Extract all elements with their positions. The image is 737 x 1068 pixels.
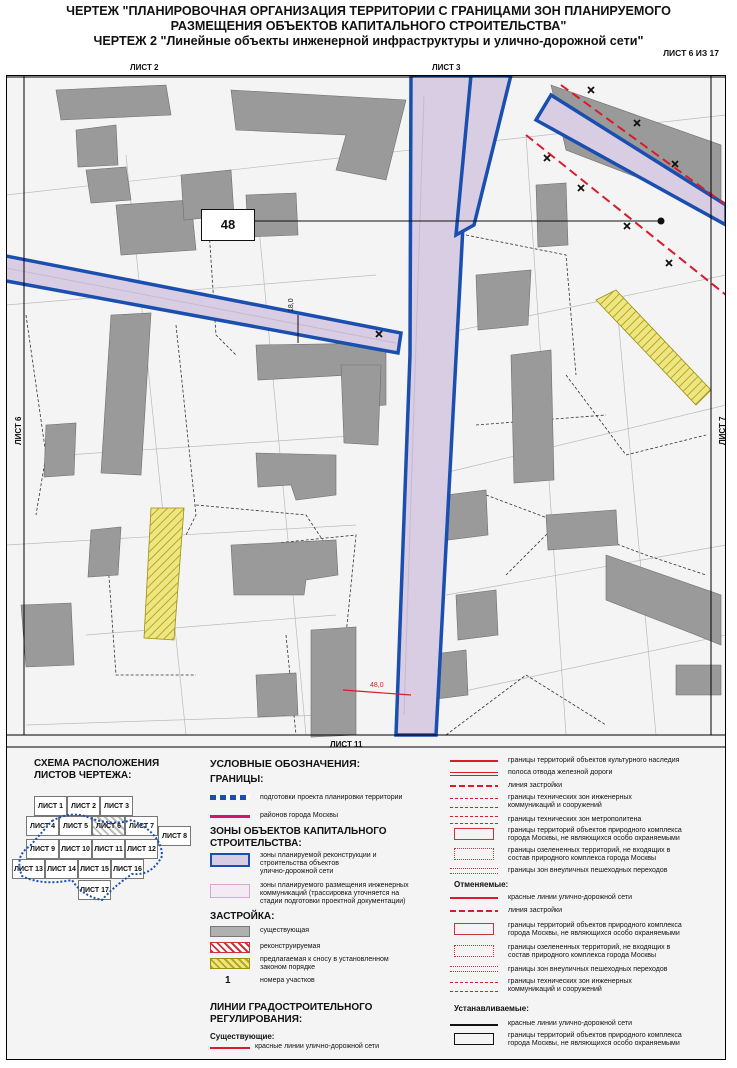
swatch-tech-metro (450, 816, 498, 824)
swatch-building-line (450, 785, 498, 787)
sheet-label-top-right[interactable]: ЛИСТ 3 (432, 63, 461, 72)
legend-pedestrian: границы зон внеуличных пешеходных переходов (508, 867, 668, 874)
legend-build-demolish (260, 956, 389, 972)
legend-build-title: ЗАСТРОЙКА: (210, 911, 275, 922)
legend-zones-title (210, 826, 387, 850)
legend-cancel-red: красные линии улично-дорожной сети (508, 894, 633, 901)
legend-zone-engineering (260, 882, 409, 907)
swatch-road-zone (210, 853, 250, 867)
drawing-title (0, 4, 737, 49)
title-line-3: ЧЕРТЕЖ 2 "Линейные объекты инженерной инфраструктуры и улично-дорожной сети" (93, 34, 644, 48)
scheme-cell[interactable]: ЛИСТ 7 (125, 816, 158, 836)
legend-set-natural-2: города Москвы, не являющихся особо охраняемыми (508, 1040, 680, 1048)
legend-zone-eng-3: стадии подготовки проектной документации) (260, 898, 406, 906)
swatch-pedestrian (450, 868, 498, 874)
legend-build-reconstructed: реконструируемая (260, 943, 321, 950)
sheet-label-bottom[interactable]: ЛИСТ 11 (330, 740, 363, 749)
swatch-set-natural (454, 1033, 494, 1045)
swatch-district-border (210, 815, 250, 818)
legend-build-demolish-1: предлагаемая к сносу в установленном (260, 956, 389, 963)
scheme-cell[interactable]: ЛИСТ 16 (111, 859, 144, 879)
legend-existing-title: Существующие: (210, 1032, 275, 1041)
legend-cancel-natural-1: границы территорий объектов природного комплекса (508, 922, 682, 929)
legend-cancel-natural (508, 922, 682, 938)
legend-zone-eng-2: коммуникаций (трассировка уточняется на (260, 890, 400, 898)
legend-plot-number: номера участков (260, 977, 315, 984)
scheme-cell[interactable]: ЛИСТ 5 (59, 816, 92, 836)
swatch-heritage (450, 760, 498, 762)
scheme-title (34, 758, 159, 782)
legend-cancel-title: Отменяемые: (454, 880, 509, 889)
swatch-demolish-building (210, 958, 250, 969)
sheet-label-top-left[interactable]: ЛИСТ 2 (130, 63, 159, 72)
scheme-cell[interactable]: ЛИСТ 17 (78, 880, 111, 900)
legend-zone-roads-3: улично-дорожной сети (260, 868, 334, 876)
legend-cancel-green-2: состав природного комплекса города Москвы (508, 952, 657, 960)
legend-lines-title (210, 1002, 372, 1026)
legend-tech-eng-1: границы технических зон инженерных (508, 794, 632, 801)
legend-tech-eng-2: коммуникаций и сооружений (508, 802, 602, 810)
scheme-title-line-2: ЛИСТОВ ЧЕРТЕЖА: (34, 770, 132, 781)
scheme-boundary (12, 796, 192, 906)
scheme-cell[interactable]: ЛИСТ 4 (26, 816, 59, 836)
scheme-cell[interactable]: ЛИСТ 1 (34, 796, 67, 816)
swatch-reconstructed-building (210, 942, 250, 953)
swatch-existing-building (210, 926, 250, 937)
legend-lines-title-1: ЛИНИИ ГРАДОСТРОИТЕЛЬНОГО (210, 1002, 373, 1013)
legend-natural-2: города Москвы, не являющихся особо охраняемыми (508, 835, 680, 843)
dimension-label-48: 48,0 (370, 682, 384, 689)
scheme-title-line-1: СХЕМА РАСПОЛОЖЕНИЯ (34, 758, 160, 769)
sheet-scheme-grid (12, 796, 192, 946)
scheme-cell[interactable]: ЛИСТ 8 (158, 826, 191, 846)
legend-zone-roads-1: зоны планируемой реконструкции и (260, 852, 377, 859)
swatch-cancel-building (450, 910, 498, 912)
legend-zones-title-2: СТРОИТЕЛЬСТВА: (210, 838, 302, 849)
legend-lines-title-2: РЕГУЛИРОВАНИЯ: (210, 1014, 303, 1025)
legend-building-line: линия застройки (508, 782, 562, 789)
legend-right-column (450, 756, 730, 1056)
swatch-set-red (450, 1024, 498, 1026)
swatch-cancel-green (454, 945, 494, 957)
legend-tech-eng (508, 794, 632, 810)
legend-green-2: состав природного комплекса города Москвы (508, 855, 657, 863)
swatch-tech-eng (450, 798, 498, 808)
legend-build-existing: существующая (260, 927, 310, 934)
legend-border-project: подготовки проекта планировки территории (260, 794, 403, 801)
legend-cancel-natural-2: города Москвы, не являющихся особо охраняемыми (508, 930, 680, 938)
scheme-cell[interactable]: ЛИСТ 2 (67, 796, 100, 816)
legend-tech-metro: границы технических зон метрополитена (508, 816, 642, 823)
legend-border-districts: районов города Москвы (260, 812, 338, 819)
legend-natural-1: границы территорий объектов природного комплекса (508, 827, 682, 834)
legend-zone-eng-1: зоны планируемого размещения инженерных (260, 882, 409, 889)
sheet-label-right[interactable]: ЛИСТ 7 (718, 416, 727, 445)
swatch-natural (454, 828, 494, 840)
scheme-project-border (19, 815, 162, 900)
legend-cancel-green-1: границы озелененных территорий, не входящих в (508, 944, 671, 951)
legend-cancel-tech (508, 978, 632, 994)
swatch-cancel-pedestrian (450, 966, 498, 972)
scheme-cell[interactable]: ЛИСТ 12 (125, 839, 158, 859)
title-line-1: ЧЕРТЕЖ "ПЛАНИРОВОЧНАЯ ОРГАНИЗАЦИЯ ТЕРРИТОРИИ С ГРАНИЦАМИ ЗОН ПЛАНИРУЕМОГО (66, 4, 671, 18)
legend-railway: полоса отвода железной дороги (508, 769, 613, 776)
legend-set-title: Устанавливаемые: (454, 1004, 529, 1013)
legend-green (508, 847, 670, 863)
plot-number-box[interactable]: 48 (201, 209, 255, 241)
swatch-cancel-natural (454, 923, 494, 935)
scheme-cell[interactable]: ЛИСТ 3 (100, 796, 133, 816)
sheet-counter: ЛИСТ 6 ИЗ 17 (663, 48, 719, 58)
legend-borders-title: ГРАНИЦЫ: (210, 774, 264, 785)
legend-set-red: красные линии улично-дорожной сети (508, 1020, 633, 1027)
swatch-cancel-red (450, 897, 498, 899)
swatch-existing-red-line (210, 1047, 250, 1049)
legend-cancel-pedestrian: границы зон внеуличных пешеходных переходов (508, 966, 668, 973)
scheme-cell[interactable]: ЛИСТ 9 (26, 839, 59, 859)
scheme-cell[interactable]: ЛИСТ 14 (45, 859, 78, 879)
swatch-railway (450, 772, 498, 776)
scheme-cell[interactable]: ЛИСТ 10 (59, 839, 92, 859)
legend-cancel-building: линия застройки (508, 907, 562, 914)
swatch-engineering-zone (210, 884, 250, 898)
sheet-label-left[interactable]: ЛИСТ 6 (14, 416, 23, 445)
scheme-cell[interactable]: ЛИСТ 6 (92, 816, 125, 836)
swatch-green (454, 848, 494, 860)
legend-cancel-tech-2: коммуникаций и сооружений (508, 986, 602, 994)
legend-set-natural (508, 1032, 682, 1048)
legend-title: УСЛОВНЫЕ ОБОЗНАЧЕНИЯ: (210, 758, 361, 770)
legend-green-1: границы озелененных территорий, не входящих в (508, 847, 671, 854)
legend-zones-title-1: ЗОНЫ ОБЪЕКТОВ КАПИТАЛЬНОГО (210, 826, 387, 837)
scheme-cell[interactable]: ЛИСТ 11 (92, 839, 125, 859)
legend-plot-symbol: 1 (225, 975, 231, 986)
legend-zone-roads-2: строительства объектов (260, 860, 339, 868)
legend-existing-red: красные линии улично-дорожной сети (255, 1043, 380, 1050)
legend-heritage: границы территорий объектов культурного наследия (508, 757, 680, 764)
legend-natural (508, 827, 682, 843)
scheme-cell[interactable]: ЛИСТ 13 (12, 859, 45, 879)
legend-build-demolish-2: законом порядке (260, 964, 316, 972)
legend-zone-roads (260, 852, 377, 877)
dimension-label-18: 18,0 (288, 298, 295, 312)
legend-set-natural-1: границы территорий объектов природного комплекса (508, 1032, 682, 1039)
swatch-project-border (210, 795, 250, 800)
swatch-cancel-tech (450, 982, 498, 992)
title-line-2: РАЗМЕЩЕНИЯ ОБЪЕКТОВ КАПИТАЛЬНОГО СТРОИТЕЛЬСТВА" (170, 19, 567, 33)
legend-cancel-tech-1: границы технических зон инженерных (508, 978, 632, 985)
scheme-cell[interactable]: ЛИСТ 15 (78, 859, 111, 879)
legend-cancel-green (508, 944, 670, 960)
